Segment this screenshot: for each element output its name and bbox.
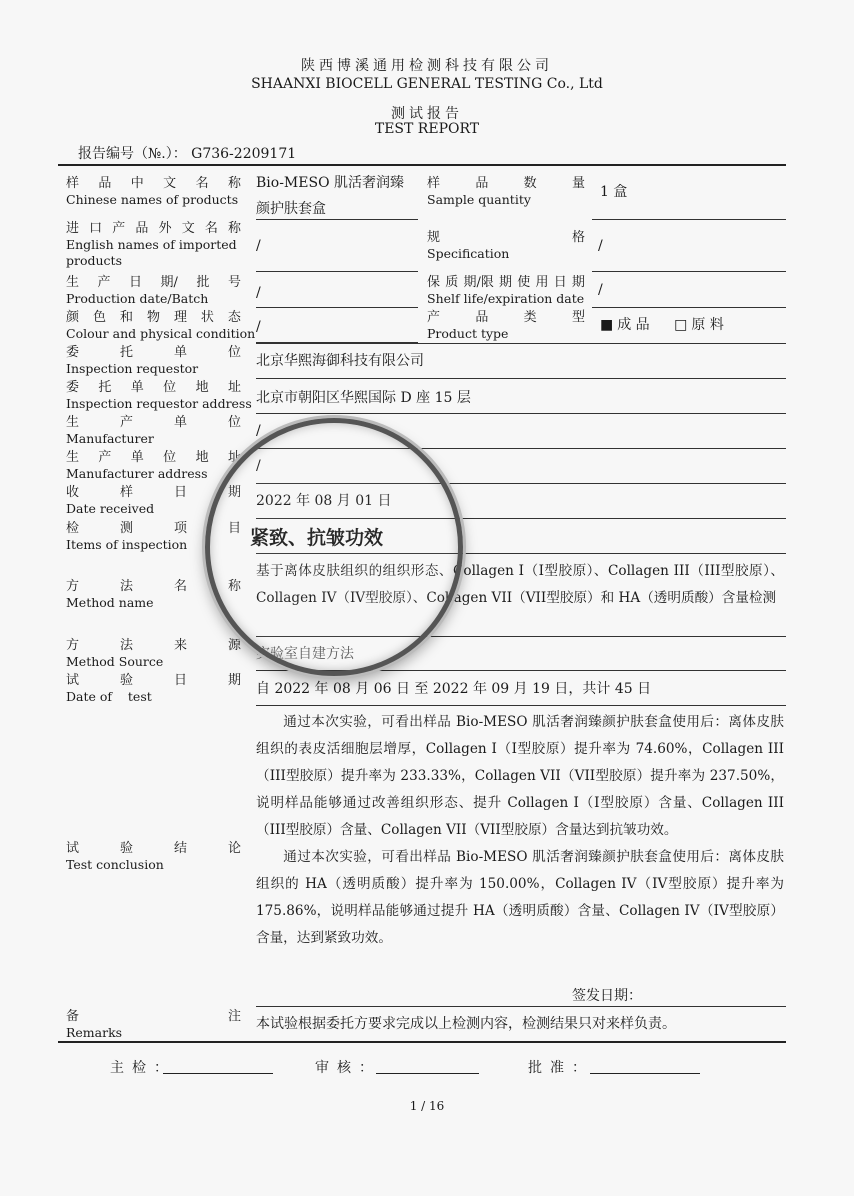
rule	[256, 1006, 786, 1007]
value-test-date: 自 2022 年 08 月 06 日 至 2022 年 09 月 19 日，共计 45 日	[256, 681, 652, 697]
label-english-name: 进 口 产 品 外 文 名 称 English names of imported products	[66, 221, 241, 268]
inspector-signature-line	[163, 1073, 273, 1074]
value-sample-quantity: 1 盒	[600, 184, 628, 200]
approver-signature-line	[590, 1073, 700, 1074]
checkbox-raw-material: □	[674, 317, 688, 333]
conclusion-paragraph-1: 通过本次实验，可看出样品 Bio-MESO 肌活奢润臻颜护肤套盒使用后：离体皮肤组织的表皮活细胞层增厚，Collagen I（I型胶原）提升率为 74.60%，Collagen III（III型胶原）提升率为 233.33%，Collagen VII（VII型胶原）提升率为 237.50%，说明样品能够通过改善组织形态、提升 Collagen I（I型胶原）含量、Collagen III（III型胶原）含量、Collagen VII（VII型胶原）含量达到抗皱功效。	[256, 714, 784, 838]
reviewer-label: 审核：	[315, 1060, 381, 1076]
value-manufacturer: /	[256, 423, 261, 439]
value-colour: /	[256, 319, 261, 335]
label-specification: 规 格 Specification	[427, 230, 585, 261]
rule	[256, 553, 786, 554]
conclusion-body	[256, 709, 784, 952]
conclusion-paragraph-2: 通过本次实验，可看出样品 Bio-MESO 肌活奢润臻颜护肤套盒使用后：离体皮肤组织的 HA（透明质酸）提升率为 150.00%，Collagen IV（IV型胶原）提升率为 175.86%，说明样品能够通过提升 HA（透明质酸）含量、Collagen IV（IV型胶原）含量，达到紧致功效。	[256, 849, 784, 946]
product-type-options	[600, 313, 724, 337]
label-sample-name: 样 品 中 文 名 称 Chinese names of products	[66, 176, 241, 207]
rule	[256, 271, 418, 272]
label-date-received: 收 样 日 期 Date received	[66, 485, 241, 516]
value-date-received: 2022 年 08 月 01 日	[256, 493, 392, 509]
value-specification: /	[598, 238, 603, 254]
label-finished-product: 成 品	[617, 317, 650, 333]
value-requestor: 北京华熙海御科技有限公司	[256, 353, 424, 369]
company-name-en: SHAANXI BIOCELL GENERAL TESTING Co., Ltd	[251, 76, 603, 92]
company-name-cn: 陕西博溪通用检测科技有限公司	[301, 58, 553, 74]
page-number: 1 / 16	[409, 1099, 445, 1113]
report-title-en: TEST REPORT	[374, 121, 480, 137]
value-method-name: 基于离体皮肤组织的组织形态、Collagen I（I型胶原）、Collagen III（III型胶原）、Collagen IV（IV型胶原）、Collagen VII（VII型胶原）和 HA（透明质酸）含量检测	[256, 563, 784, 606]
rule	[256, 705, 786, 706]
label-manufacturer-address: 生 产 单 位 地 址 Manufacturer address	[66, 450, 241, 481]
label-colour: 颜 色 和 物 理 状 态 Colour and physical condition	[66, 310, 256, 341]
label-conclusion: 试 验 结 论 Test conclusion	[66, 841, 241, 872]
reviewer-signature-line	[376, 1073, 479, 1074]
label-shelf-life: 保 质 期/限 期 使 用 日 期 Shelf life/expiration date	[427, 275, 585, 306]
report-title-cn: 测试报告	[391, 106, 463, 122]
label-production-date: 生 产 日 期/ 批 号 Production date/Batch	[66, 275, 241, 306]
rule	[256, 307, 418, 308]
label-requestor-address: 委 托 单 位 地 址 Inspection requestor address	[66, 380, 252, 411]
value-manufacturer-address: /	[256, 458, 261, 474]
checkbox-finished-product: ■	[600, 317, 614, 333]
rule	[256, 343, 786, 344]
rule	[592, 271, 786, 272]
value-production-date: /	[256, 285, 261, 301]
rule	[256, 413, 786, 414]
rule	[592, 307, 786, 308]
inspector-label: 主检：	[110, 1060, 176, 1076]
rule	[256, 670, 786, 671]
rule	[256, 378, 786, 379]
value-shelf-life: /	[598, 282, 603, 298]
label-remarks: 备 注 Remarks	[66, 1009, 241, 1040]
rule	[256, 219, 418, 220]
label-raw-material: 原 料	[691, 317, 724, 333]
rule	[592, 219, 786, 220]
value-method-source: 实验室自建方法	[256, 646, 354, 662]
rule	[256, 636, 786, 637]
label-manufacturer: 生 产 单 位 Manufacturer	[66, 415, 241, 446]
approver-label: 批准：	[528, 1060, 594, 1076]
top-rule	[58, 164, 786, 166]
value-requestor-address: 北京市朝阳区华熙国际 D 座 15 层	[256, 390, 471, 406]
value-remarks: 本试验根据委托方要求完成以上检测内容，检测结果只对来样负责。	[256, 1016, 676, 1032]
label-test-date: 试 验 日 期 Date of test	[66, 673, 241, 704]
issue-date-label: 签发日期：	[572, 988, 642, 1004]
rule	[256, 518, 786, 519]
label-sample-quantity: 样 品 数 量 Sample quantity	[427, 176, 585, 207]
value-sample-name-2: 颜护肤套盒	[256, 201, 326, 217]
value-english-name: /	[256, 238, 261, 254]
value-sample-name-1: Bio-MESO 肌活奢润臻	[256, 175, 404, 191]
rule	[256, 448, 786, 449]
value-items: 紧致、抗皱功效	[250, 527, 384, 549]
label-method-name: 方 法 名 称 Method name	[66, 579, 241, 610]
label-method-source: 方 法 来 源 Method Source	[66, 638, 241, 669]
rule	[256, 483, 786, 484]
label-product-type: 产 品 类 型 Product type	[427, 310, 585, 341]
report-number: 报告编号（№.）： G736-2209171	[78, 146, 297, 162]
label-requestor: 委 托 单 位 Inspection requestor	[66, 345, 241, 376]
label-items: 检 测 项 目 Items of inspection	[66, 521, 241, 552]
bottom-rule	[58, 1041, 786, 1043]
